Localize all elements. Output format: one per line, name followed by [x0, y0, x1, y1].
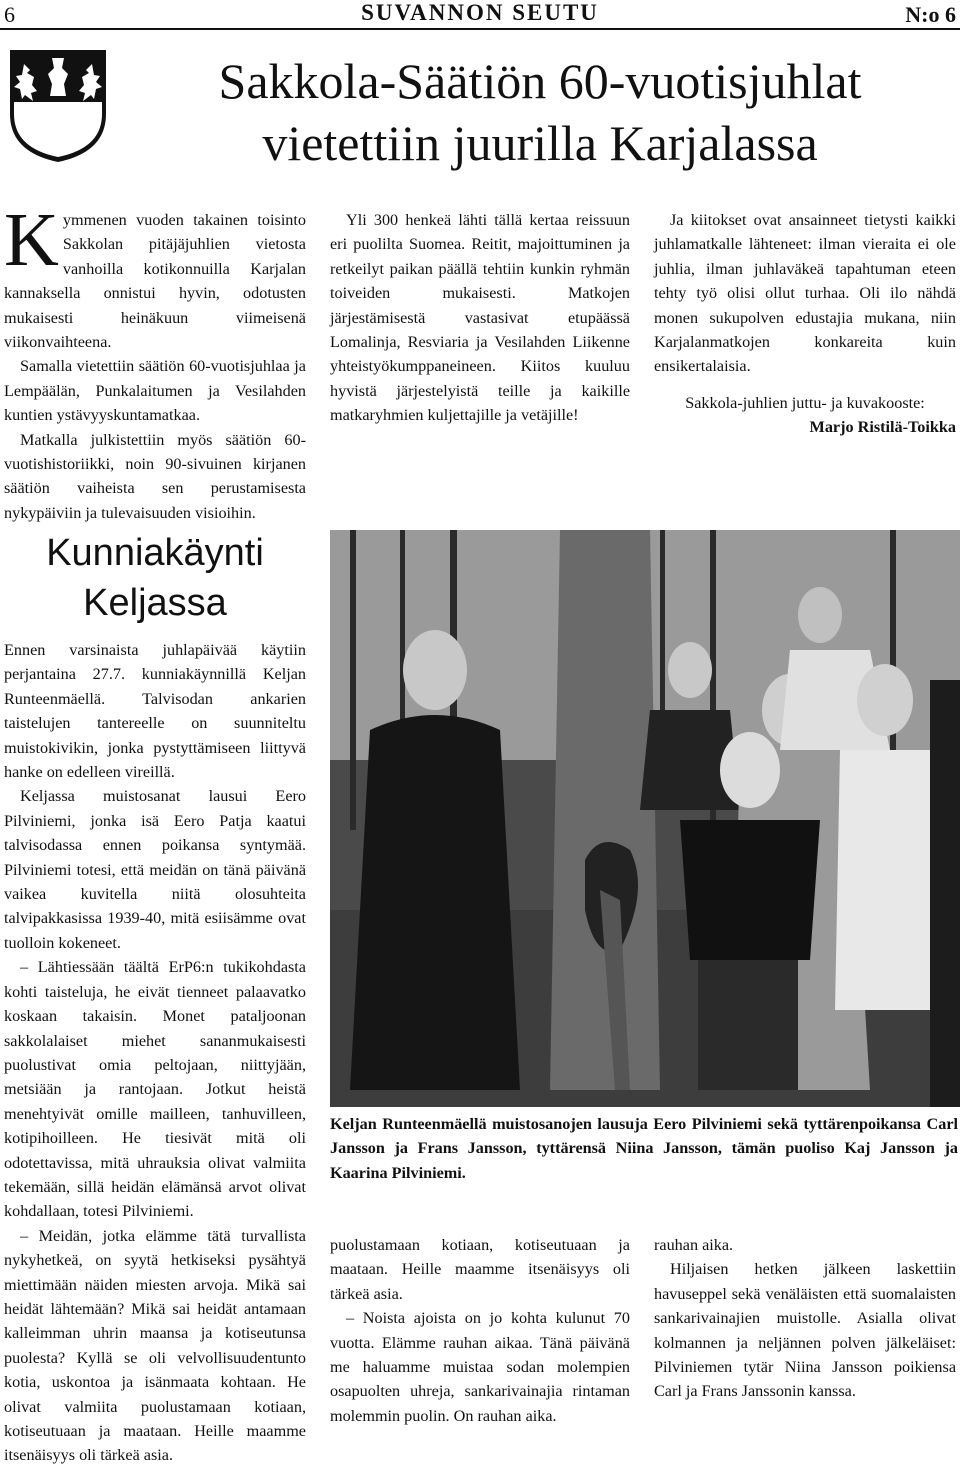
continuation-text-2: rauhan aika.	[654, 1236, 734, 1254]
photo-caption: Keljan Runteenmäellä muistosanojen lausuja Eero Pilviniemi sekä tyttärenpoikansa Carl Jansson ja Frans Jansson, tyttärensä Niina Jansson, tämän puoliso Kaj Jansson ja Kaarina Pilviniemi.	[330, 1115, 958, 1182]
page-header	[0, 0, 960, 30]
author-name: Marjo Ristilä-Toikka	[809, 418, 956, 437]
headline-line-2: vietettiin juurilla Karjalassa	[262, 115, 818, 171]
sidebar-subtitle	[4, 528, 306, 628]
sidebar-paragraph-4: – Meidän, jotka elämme tätä turvallista nykyhetkeä, on syytä hetkiseksi pysähtyä miettimään näiden miesten arvoja. Mikä sai heidät lähtemään? Mikä sai heidät antamaan kalleimman uhrin maansa ja kotiseutunsa puolesta? Kyllä se oli velvollisuudentunto kotia, uskontoa ja isänmaata kohtaan. He olivat valmiita puolustamaan kotiaan, kotiseutuaan ja maataan. Heille maamme itsenäisyys oli tärkeä asia.	[4, 1226, 306, 1465]
paragraph-4: Yli 300 henkeä lähti tällä kertaa reissuun eri puolilta Suomea. Reitit, majoittuminen ja retkeilyt paikan päällä tehtiin kunkin ryhmän toiveiden mukaisesti. Matkojen järjestämisestä vastasivat etupäässä Lomalinja, Resviaria ja Vesilahden Liikenne yhteistyökumppaneineen. Kiitos kuuluu hyvistä järjestelyistä teille ja kaikille matkaryhmien kuljettajille ja vetäjille!	[330, 211, 630, 425]
page-number: 6	[4, 2, 15, 27]
drop-cap: K	[4, 198, 59, 282]
article-column-1	[4, 198, 306, 526]
sidebar-paragraph-6: Hiljaisen hetken jälkeen laskettiin havuseppel sekä venäläisten että suomalaisten sankarivainajien muistolle. Asialla olivat kolmannen ja neljännen polven jälkeläiset: Pilviniemen tytär Niina Jansson poikiensa Carl ja Frans Janssonin kanssa.	[654, 1260, 956, 1401]
sidebar-paragraph-3: – Lähtiessään täältä ErP6:n tukikohdasta kohti taisteluja, he eivät tienneet palaavatko koskaan takaisin. Monet pataljoonan sakkolalaiset miehet sananmukaisesti puolustivat omia peltojaan, niittyjään, metsiään ja rantojaan. Jotkut heistä menehtyivät omille mailleen, tanhuvilleen, kotipihoilleen. He tiesivät mitä oli odotettavissa, mitä uhrauksia olivat valmiita tekemään, sillä heidän elämänsä arvot olivat kohdallaan, totesi Pilviniemi.	[4, 958, 306, 1221]
intro-paragraph-1-text: ymmenen vuoden takainen toisinto Sakkolan pitäjäjuhlien vietosta vanhoilla kotikonnuilla Karjalan kannaksella onnistui hyvin, odotusten mukaisesti heinäkuun viimeisenä viikonvaihteena.	[4, 211, 306, 352]
sidebar-paragraph-5: – Noista ajoista on jo kohta kulunut 70 vuotta. Elämme rauhan aikaa. Tänä päivänä me haluamme muistaa sodan molempien osapuolten uhreja, sankarivainajia rintaman molemmin puolin. On rauhan aika.	[330, 1309, 630, 1425]
sidebar-paragraph-1: Ennen varsinaista juhlapäivää käytiin perjantaina 27.7. kunniakäynnillä Keljan Runteenmäellä. Talvisodan ankarien taistelujen tantereelle on suunniteltu muistokivikin, jonka pystyttämiseen liittyvä hanke on edelleen vireillä.	[4, 641, 306, 782]
continuation-text-1: puolustamaan kotiaan, kotiseutuaan ja maataan. Heille maamme itsenäisyys oli tärkeä asia.	[330, 1236, 630, 1303]
intro-paragraph-2: Samalla vietettiin säätiön 60-vuotisjuhlaa ja Lempäälän, Punkalaitumen ja Vesilahden kuntien ystävyyskuntamatkaa.	[4, 357, 306, 425]
intro-paragraph-3: Matkalla julkistettiin myös säätiön 60-vuotishistoriikki, noin 90-sivuinen kirjanen säätiön vaiheista sen perustamisesta nykypäiviin ja tulevaisuuden visioihin.	[4, 430, 306, 522]
headline-line-1: Sakkola-Säätiön 60-vuotisjuhlat	[218, 53, 862, 109]
coat-of-arms-icon	[8, 48, 108, 164]
intro-paragraph-1	[4, 198, 306, 354]
memorial-photo	[330, 530, 960, 1107]
subtitle-line-1: Kunniakäynti	[46, 532, 264, 574]
article-column-2	[330, 208, 630, 428]
newspaper-name: SUVANNON SEUTU	[361, 0, 599, 25]
article-column-3	[654, 208, 956, 440]
issue-number: N:o 6	[905, 2, 956, 27]
lower-column-1	[330, 1233, 630, 1429]
article-headline	[140, 50, 940, 174]
subtitle-line-2: Keljassa	[83, 582, 227, 624]
sidebar-column	[4, 638, 306, 1465]
sidebar-paragraph-2: Keljassa muistosanat lausui Eero Pilviniemi, jonka isä Eero Patja kaatui talvisodassa ennen poikansa syntymää. Pilviniemi totesi, että meidän on tänä päivänä vaikea kuvitella niitä olosuhteita talvipakkasissa 1939-40, mitä esiisämme ovat tuolloin kokeneet.	[4, 787, 306, 952]
header-rule	[0, 28, 960, 30]
paragraph-5: Ja kiitokset ovat ansainneet tietysti kaikki juhlamatkalle lähteneet: ilman vieraita ei ole juhlia, ilman juhlaväkeä tapahtuman eteen tehty työ olisi ollut turhaa. Oli ilo nähdä monen sukupolven edustajia mukana, niin Karjalanmatkojen konkareita kuin ensikertalaisia.	[654, 211, 956, 376]
lower-column-2	[654, 1233, 956, 1404]
credit-line: Sakkola-juhlien juttu- ja kuvakooste:	[685, 393, 925, 412]
